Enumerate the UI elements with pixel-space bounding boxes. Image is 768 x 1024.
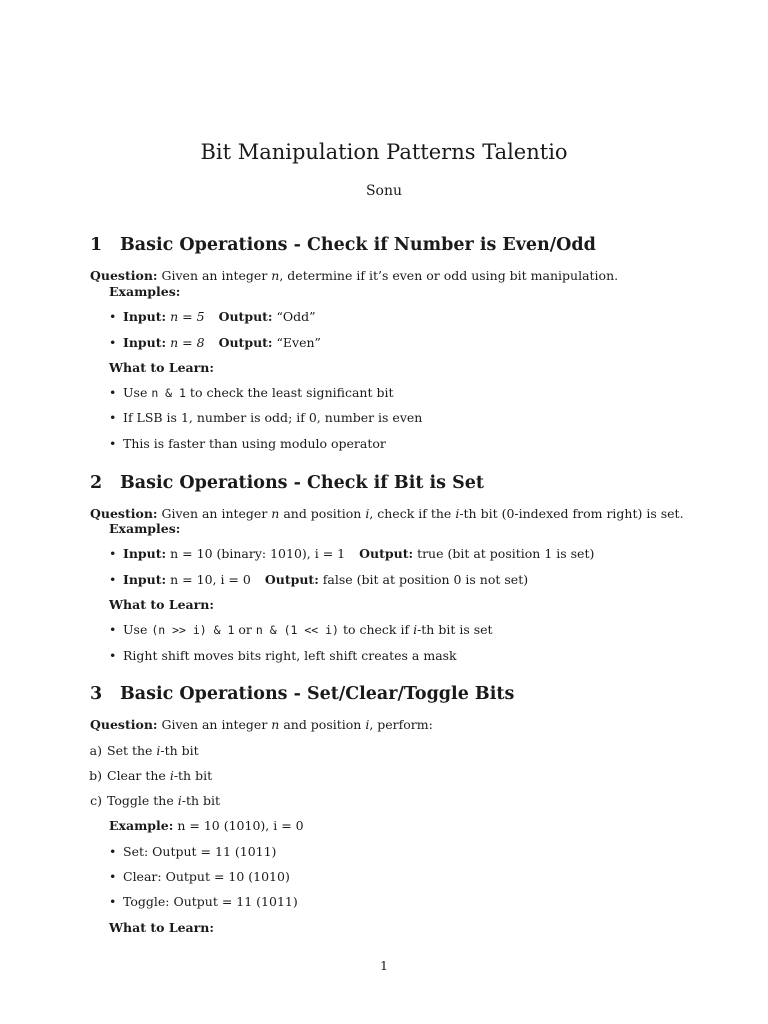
question-label: Question: (90, 506, 158, 521)
example-item: • Input: n = 5 Output: “Odd” (109, 309, 316, 324)
section-1-question (90, 268, 618, 283)
examples-label: Examples: (109, 284, 181, 299)
section-number: 1 (90, 235, 103, 255)
task-item: b) Clear the i-th bit (89, 768, 213, 783)
result-item: • Toggle: Output = 11 (1011) (109, 894, 298, 909)
learn-item: • Right shift moves bits right, left shift creates a mask (109, 648, 457, 663)
code-snippet: n & 1 (151, 386, 186, 400)
example-item: • Input: n = 10 (binary: 1010), i = 1 Output: true (bit at position 1 is set) (109, 546, 595, 561)
input-label: Input: (123, 572, 167, 587)
output-label: Output: (218, 335, 273, 350)
question-text: Given an integer (161, 268, 272, 283)
result-item: • Set: Output = 11 (1011) (109, 844, 277, 859)
task-item: c) Toggle the i-th bit (90, 793, 221, 808)
learn-item: • If LSB is 1, number is odd; if 0, number is even (109, 410, 423, 425)
learn-item: • Use (n >> i) & 1 or n & (1 << i) to check if i-th bit is set (109, 622, 493, 637)
learn-label: What to Learn: (109, 920, 214, 935)
examples-label: Examples: (109, 521, 181, 536)
output-value: true (bit at position 1 is set) (417, 546, 595, 561)
learn-label: What to Learn: (109, 597, 214, 612)
task-item: a) Set the i-th bit (89, 743, 199, 758)
input-label: Input: (123, 335, 167, 350)
output-label: Output: (264, 572, 319, 587)
document-author: Sonu (365, 183, 403, 199)
input-value: n = 5 (170, 309, 205, 324)
section-3-heading (90, 684, 514, 704)
question-label: Question: (90, 268, 158, 283)
input-label: Input: (123, 546, 167, 561)
input-label: Input: (123, 309, 167, 324)
section-title: Basic Operations - Check if Bit is Set (120, 473, 484, 493)
output-value: “Odd” (276, 309, 316, 324)
question-text: , determine if it’s even or odd using bit manipulation. (279, 268, 619, 283)
input-value: n = 8 (170, 335, 205, 350)
section-1-heading (90, 235, 596, 255)
example-item: • Input: n = 8 Output: “Even” (109, 335, 321, 350)
learn-label: What to Learn: (109, 360, 214, 375)
input-value: n = 10, i = 0 (170, 572, 251, 587)
example-line (109, 818, 304, 833)
result-item: • Clear: Output = 10 (1010) (109, 869, 290, 884)
section-2-heading (90, 473, 484, 493)
question-variable: n (271, 268, 280, 283)
section-3-question: Question: Given an integer n and position i, perform: (90, 717, 433, 732)
document-title: Bit Manipulation Patterns Talentio (200, 140, 568, 164)
output-label: Output: (218, 309, 273, 324)
learn-item: • This is faster than using modulo operator (109, 436, 386, 451)
section-title: Basic Operations - Set/Clear/Toggle Bits (120, 684, 515, 704)
section-2-question: Question: Given an integer n and position i, check if the i-th bit (0-indexed from right) is set. (90, 506, 684, 521)
question-label: Question: (90, 717, 158, 732)
example-item: • Input: n = 10, i = 0 Output: false (bit at position 0 is not set) (109, 572, 529, 587)
learn-item: • Use n & 1 to check the least significant bit (109, 385, 394, 400)
section-number: 2 (90, 473, 103, 493)
input-value: n = 10 (binary: 1010), i = 1 (170, 546, 346, 561)
code-snippet: (n >> i) & 1 (151, 623, 235, 637)
example-value: n = 10 (1010), i = 0 (177, 818, 304, 833)
example-label: Example: (109, 818, 174, 833)
output-label: Output: (359, 546, 414, 561)
section-title: Basic Operations - Check if Number is Even/Odd (120, 235, 596, 255)
page-number: 1 (380, 958, 388, 973)
output-value: “Even” (276, 335, 321, 350)
section-number: 3 (90, 684, 103, 704)
code-snippet: n & (1 << i) (255, 623, 339, 637)
output-value: false (bit at position 0 is not set) (322, 572, 529, 587)
